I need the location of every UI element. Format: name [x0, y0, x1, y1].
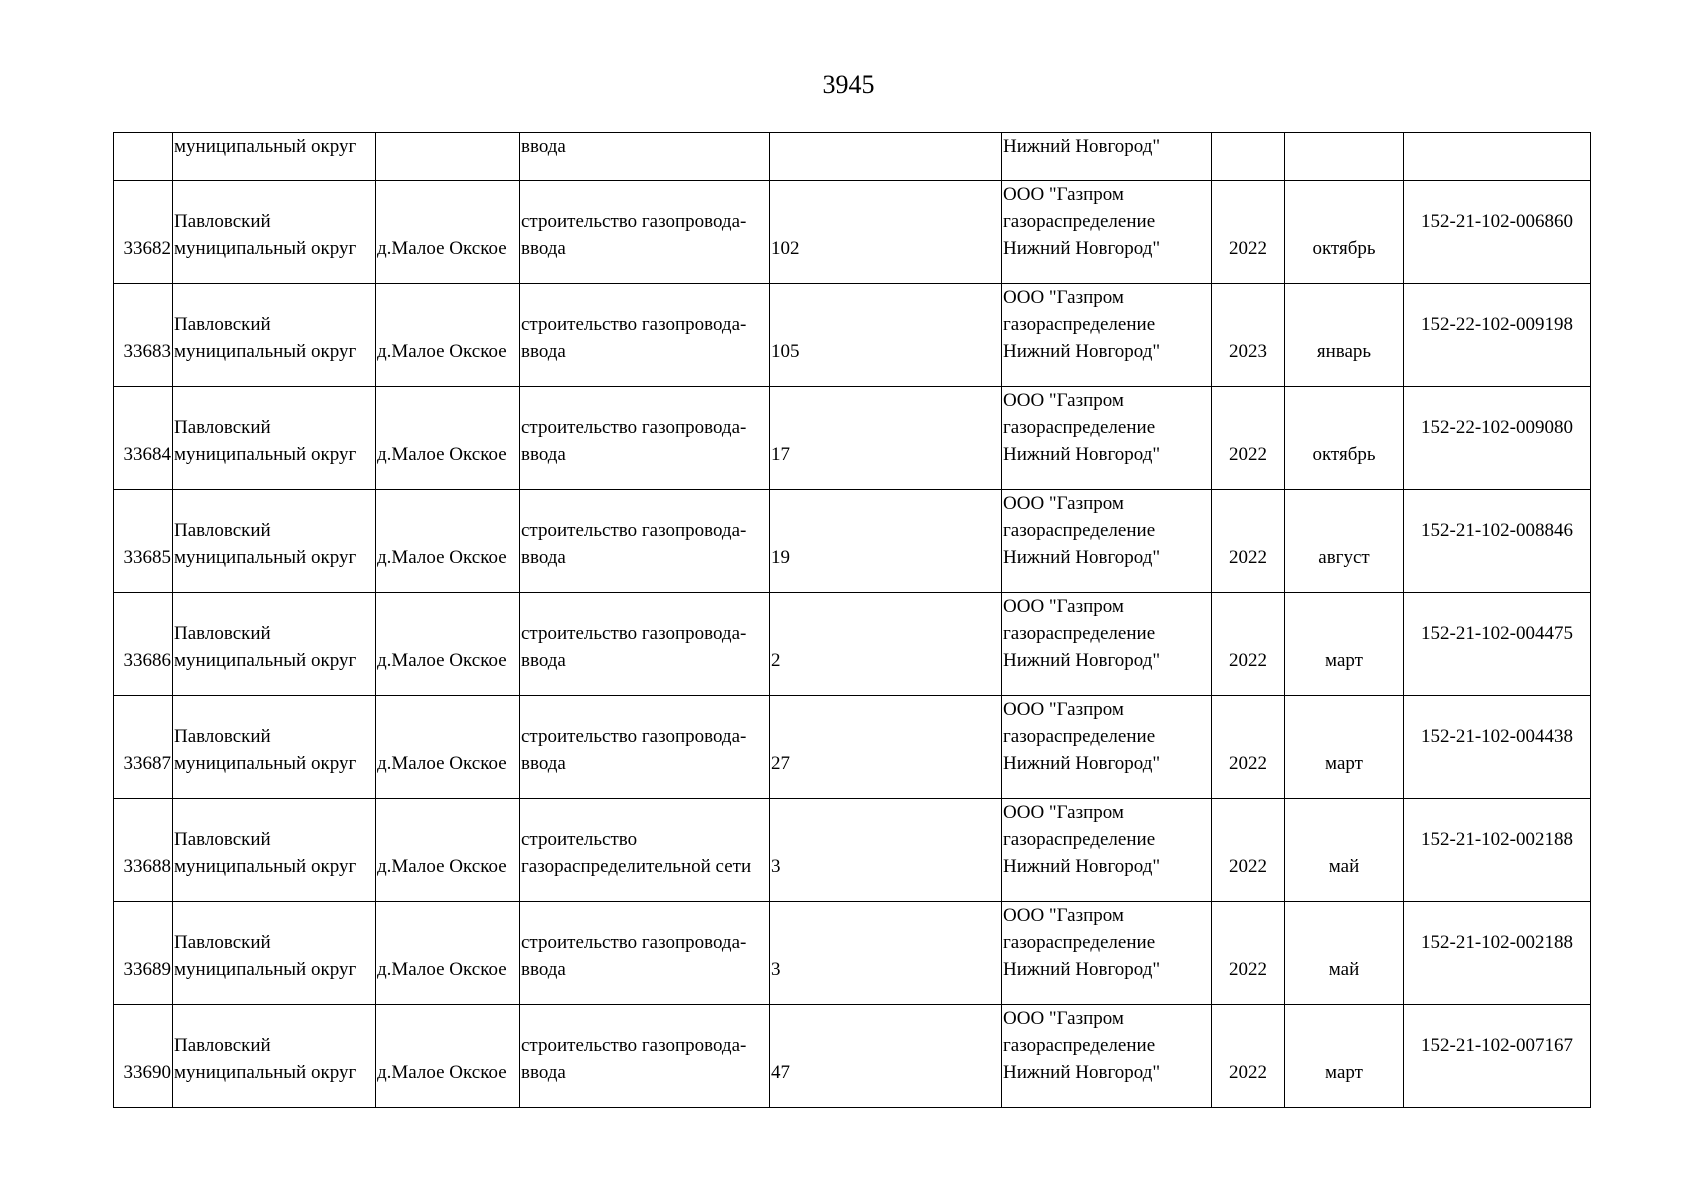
table-row — [114, 490, 1591, 593]
cell-num: 33688 — [114, 799, 173, 902]
cell-year: 2022 — [1212, 490, 1285, 593]
page-number: 3945 — [822, 70, 875, 99]
cell-code: 152-21-102-007167 — [1404, 1005, 1591, 1108]
cell-num: 33686 — [114, 593, 173, 696]
cell-year: 2022 — [1212, 902, 1285, 1005]
cell-district: Павловский муниципальный округ — [173, 490, 376, 593]
cell-month: август — [1285, 490, 1404, 593]
cell-work-type: строительство газопровода- ввода — [520, 593, 770, 696]
table-row — [114, 593, 1591, 696]
cell-value — [770, 133, 1002, 181]
cell-value: 3 — [770, 902, 1002, 1005]
cell-locality: д.Малое Окское — [376, 799, 520, 902]
cell-code: 152-21-102-004475 — [1404, 593, 1591, 696]
cell-code: 152-21-102-008846 — [1404, 490, 1591, 593]
cell-company: ООО "Газпром газораспределение Нижний Новгород" — [1002, 387, 1212, 490]
cell-month — [1285, 133, 1404, 181]
cell-value: 105 — [770, 284, 1002, 387]
cell-district: Павловский муниципальный округ — [173, 902, 376, 1005]
cell-num: 33685 — [114, 490, 173, 593]
cell-code: 152-21-102-004438 — [1404, 696, 1591, 799]
cell-district: муниципальный округ — [173, 133, 376, 181]
cell-value: 17 — [770, 387, 1002, 490]
cell-district: Павловский муниципальный округ — [173, 593, 376, 696]
cell-company: ООО "Газпром газораспределение Нижний Новгород" — [1002, 593, 1212, 696]
cell-district: Павловский муниципальный округ — [173, 696, 376, 799]
table-row — [114, 181, 1591, 284]
cell-month: март — [1285, 696, 1404, 799]
cell-work-type: строительство газопровода- ввода — [520, 181, 770, 284]
cell-year: 2022 — [1212, 1005, 1285, 1108]
cell-month: октябрь — [1285, 181, 1404, 284]
cell-year: 2022 — [1212, 799, 1285, 902]
cell-locality: д.Малое Окское — [376, 902, 520, 1005]
cell-month: март — [1285, 593, 1404, 696]
cell-district: Павловский муниципальный округ — [173, 1005, 376, 1108]
cell-district: Павловский муниципальный округ — [173, 387, 376, 490]
cell-district: Павловский муниципальный округ — [173, 284, 376, 387]
cell-value: 102 — [770, 181, 1002, 284]
cell-code: 152-22-102-009080 — [1404, 387, 1591, 490]
cell-work-type: строительство газопровода- ввода — [520, 696, 770, 799]
cell-value: 19 — [770, 490, 1002, 593]
cell-value: 47 — [770, 1005, 1002, 1108]
cell-num: 33689 — [114, 902, 173, 1005]
cell-year: 2022 — [1212, 181, 1285, 284]
cell-company: ООО "Газпром газораспределение Нижний Новгород" — [1002, 902, 1212, 1005]
cell-locality: д.Малое Окское — [376, 696, 520, 799]
cell-district: Павловский муниципальный округ — [173, 181, 376, 284]
table-row — [114, 799, 1591, 902]
cell-year: 2022 — [1212, 593, 1285, 696]
table-row — [114, 696, 1591, 799]
cell-locality: д.Малое Окское — [376, 593, 520, 696]
cell-num — [114, 133, 173, 181]
cell-company: ООО "Газпром газораспределение Нижний Новгород" — [1002, 284, 1212, 387]
registry-table — [113, 132, 1591, 1108]
cell-work-type: строительство газопровода- ввода — [520, 1005, 770, 1108]
cell-month: октябрь — [1285, 387, 1404, 490]
cell-value: 3 — [770, 799, 1002, 902]
cell-locality: д.Малое Окское — [376, 284, 520, 387]
cell-company: ООО "Газпром газораспределение Нижний Новгород" — [1002, 799, 1212, 902]
cell-district: Павловский муниципальный округ — [173, 799, 376, 902]
cell-month: май — [1285, 902, 1404, 1005]
cell-locality — [376, 133, 520, 181]
cell-work-type: строительство газопровода- ввода — [520, 387, 770, 490]
cell-code: 152-21-102-002188 — [1404, 799, 1591, 902]
cell-locality: д.Малое Окское — [376, 1005, 520, 1108]
table-row — [114, 1005, 1591, 1108]
cell-code: 152-21-102-002188 — [1404, 902, 1591, 1005]
cell-month: март — [1285, 1005, 1404, 1108]
cell-num: 33684 — [114, 387, 173, 490]
cell-num: 33687 — [114, 696, 173, 799]
cell-month: январь — [1285, 284, 1404, 387]
table-row — [114, 902, 1591, 1005]
cell-locality: д.Малое Окское — [376, 490, 520, 593]
cell-value: 27 — [770, 696, 1002, 799]
cell-month: май — [1285, 799, 1404, 902]
cell-code: 152-21-102-006860 — [1404, 181, 1591, 284]
cell-year: 2022 — [1212, 696, 1285, 799]
cell-locality: д.Малое Окское — [376, 387, 520, 490]
cell-company: Нижний Новгород" — [1002, 133, 1212, 181]
cell-company: ООО "Газпром газораспределение Нижний Новгород" — [1002, 181, 1212, 284]
cell-code: 152-22-102-009198 — [1404, 284, 1591, 387]
cell-company: ООО "Газпром газораспределение Нижний Новгород" — [1002, 696, 1212, 799]
cell-value: 2 — [770, 593, 1002, 696]
registry-body — [114, 133, 1591, 1108]
table-row — [114, 284, 1591, 387]
table-row-continuation — [114, 133, 1591, 181]
cell-work-type: строительство газораспределительной сети — [520, 799, 770, 902]
table-row — [114, 387, 1591, 490]
cell-num: 33690 — [114, 1005, 173, 1108]
cell-company: ООО "Газпром газораспределение Нижний Новгород" — [1002, 490, 1212, 593]
cell-year: 2022 — [1212, 387, 1285, 490]
cell-work-type: строительство газопровода- ввода — [520, 902, 770, 1005]
cell-locality: д.Малое Окское — [376, 181, 520, 284]
cell-num: 33682 — [114, 181, 173, 284]
cell-year — [1212, 133, 1285, 181]
cell-work-type: ввода — [520, 133, 770, 181]
cell-work-type: строительство газопровода- ввода — [520, 490, 770, 593]
cell-year: 2023 — [1212, 284, 1285, 387]
cell-num: 33683 — [114, 284, 173, 387]
cell-code — [1404, 133, 1591, 181]
cell-work-type: строительство газопровода- ввода — [520, 284, 770, 387]
cell-company: ООО "Газпром газораспределение Нижний Новгород" — [1002, 1005, 1212, 1108]
